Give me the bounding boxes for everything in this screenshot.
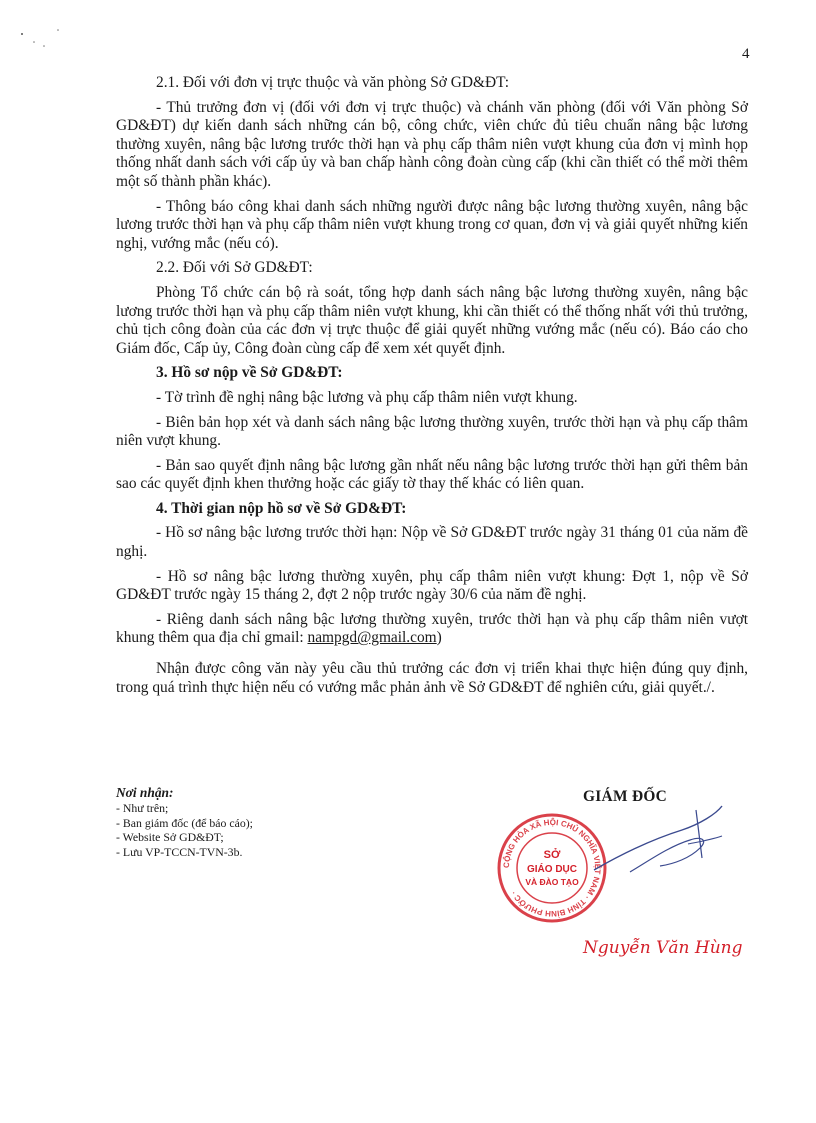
seal-ring-text: CỘNG HÒA XÃ HỘI CHỦ NGHĨA VIỆT NAM · TỈNH BÌNH PHƯỚC · — [501, 817, 603, 919]
body-paragraph: - Hồ sơ nâng bậc lương thường xuyên, phụ cấp thâm niên vượt khung: Đợt 1, nộp về Sở GD&ĐT trước ngày 15 tháng 2, đợt 2 nộp trước ngày 30/6 của năm đề nghị. — [116, 567, 748, 604]
closing-paragraph: Nhận được công văn này yêu cầu thủ trưởng các đơn vị triển khai thực hiện đúng quy định, trong quá trình thực hiện nếu có vướng mắc phản ảnh về Sở GD&ĐT để nghiên cứu, giải quyết./. — [116, 660, 748, 696]
section-heading: 4. Thời gian nộp hồ sơ về Sở GD&ĐT: — [156, 499, 407, 517]
scan-noise — [14, 22, 74, 52]
body-paragraph: 2.1. Đối với đơn vị trực thuộc và văn phòng Sở GD&ĐT: — [156, 74, 510, 91]
body-paragraph: - Biên bản họp xét và danh sách nâng bậc lương thường xuyên, trước thời hạn và phụ cấp thâm niên vượt khung. — [116, 413, 748, 450]
signer-title: GIÁM ĐỐC — [583, 788, 668, 805]
document-body — [116, 74, 748, 703]
body-paragraph: - Thủ trưởng đơn vị (đối với đơn vị trực thuộc) và chánh văn phòng (đối với Văn phòng Sở GD&ĐT) dự kiến danh sách những cán bộ, công chức, viên chức đủ tiêu chuẩn nâng bậc lương thường xuyên, nâng bậc lương trước thời hạn và phụ cấp thâm niên vượt khung của đơn vị mình họp thống nhất danh sách với cấp ủy và ban chấp hành công đoàn cùng cấp (khi cần thiết có thể mời thêm một số thành phần khác). — [116, 98, 748, 190]
handwritten-signature — [590, 800, 730, 880]
email-paragraph-text: - Riêng danh sách nâng bậc lương thường xuyên, trước thời hạn và phụ cấp thâm niên vượt khung thêm qua địa chỉ gmail: — [116, 610, 748, 647]
email-paragraph-closing: ) — [436, 629, 442, 647]
email-paragraph — [116, 611, 748, 648]
recipients-block — [116, 786, 416, 859]
body-paragraph: - Bản sao quyết định nâng bậc lương gần nhất nếu nâng bậc lương trước thời hạn gửi thêm bản sao các quyết định khen thưởng hoặc các giấy tờ thay thế khác có liên quan. — [116, 456, 748, 493]
recipients-label: Nơi nhận: — [116, 785, 174, 800]
body-paragraph: 2.2. Đối với Sở GD&ĐT: — [156, 259, 313, 277]
recipient-item: - Website Sở GD&ĐT; — [116, 830, 224, 845]
recipient-item: - Ban giám đốc (để báo cáo); — [116, 815, 253, 830]
body-paragraph: - Hồ sơ nâng bậc lương trước thời hạn: Nộp về Sở GD&ĐT trước ngày 31 tháng 01 của năm đề nghị. — [116, 524, 748, 561]
seal-line-1: SỞ — [543, 849, 561, 861]
body-paragraph: Phòng Tổ chức cán bộ rà soát, tổng hợp danh sách nâng bậc lương thường xuyên, nâng bậc lương trước thời hạn và phụ cấp thâm niên vượt khung, khi cần thiết có thể thống nhất với thủ trưởng, chủ tịch công đoàn của các đơn vị trực thuộc để giải quyết những vướng mắc (nếu có). Báo cáo cho Giám đốc, Cấp ủy, Công đoàn cùng cấp để xem xét quyết định. — [116, 283, 748, 357]
seal-line-2: GIÁO DỤC — [527, 864, 577, 875]
signer-name: Nguyễn Văn Hùng — [583, 938, 743, 958]
section-heading: 3. Hồ sơ nộp về Sở GD&ĐT: — [156, 364, 343, 382]
seal-line-3: VÀ ĐÀO TẠO — [525, 877, 579, 887]
body-paragraph: - Thông báo công khai danh sách những người được nâng bậc lương thường xuyên, nâng bậc lương trước thời hạn và phụ cấp thâm niên vượt khung trong cơ quan, đơn vị và giải quyết những kiến nghị, vướng mắc (nếu có). — [116, 197, 748, 252]
recipient-item: - Lưu VP-TCCN-TVN-3b. — [116, 844, 243, 859]
section-list — [116, 74, 748, 605]
recipient-item: - Như trên; — [116, 801, 169, 816]
page-number: 4 — [742, 46, 750, 62]
body-paragraph: - Tờ trình đề nghị nâng bậc lương và phụ cấp thâm niên vượt khung. — [156, 388, 578, 406]
email-link[interactable]: nampgd@gmail.com — [307, 629, 437, 647]
recipient-list — [116, 801, 416, 859]
